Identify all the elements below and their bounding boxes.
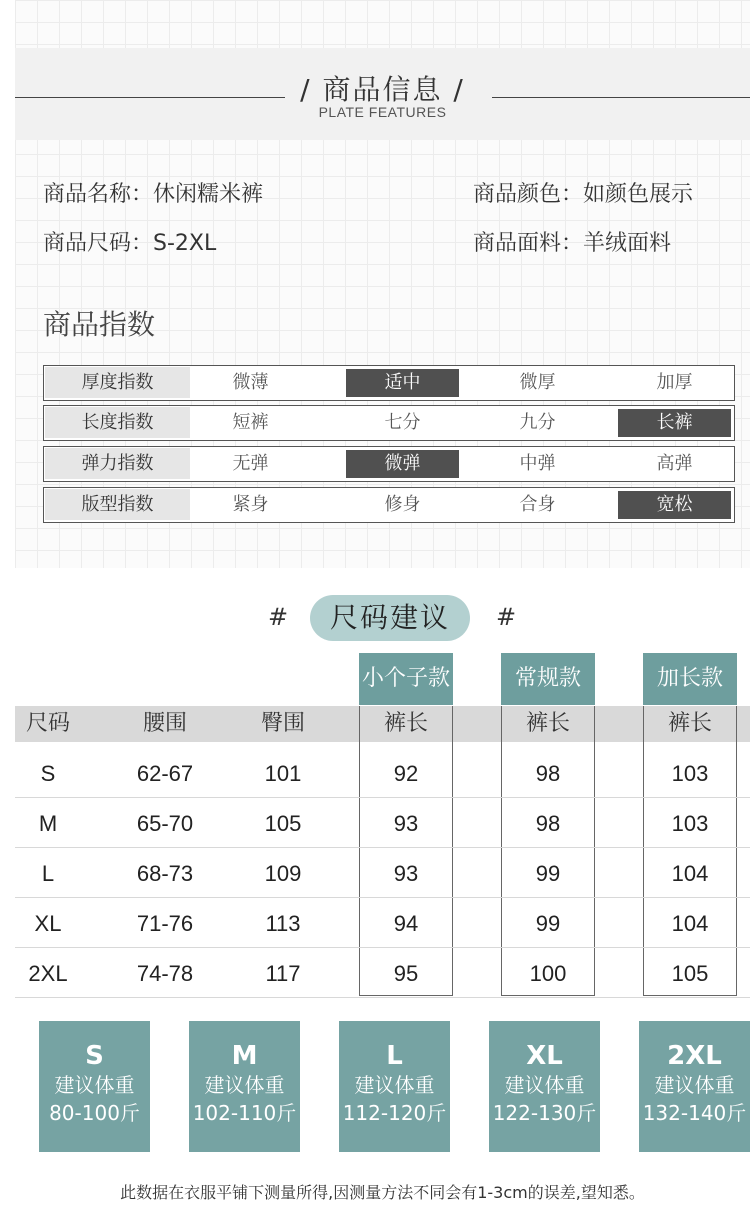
index-option: 无弹	[232, 453, 269, 474]
table-cell: 98	[535, 811, 561, 836]
index-label: 版型指数	[45, 489, 190, 520]
weight-card	[339, 1021, 450, 1152]
weight-card	[189, 1021, 300, 1152]
column-header: 裤长	[383, 711, 428, 736]
weight-card	[489, 1021, 600, 1152]
weight-card-range: 112-120斤	[342, 1101, 447, 1125]
table-cell: 113	[265, 911, 301, 936]
column-header: 尺码	[25, 711, 70, 736]
index-option: 合身	[519, 494, 556, 515]
index-option: 九分	[519, 412, 556, 433]
column-header: 臀围	[260, 711, 305, 736]
index-option: 高弹	[656, 453, 693, 474]
index-option: 微薄	[232, 372, 269, 393]
group-header: 加长款	[643, 653, 737, 705]
table-cell: 104	[671, 861, 709, 886]
table-cell: 100	[529, 961, 567, 986]
index-option-selected: 适中	[346, 369, 459, 397]
column-header: 裤长	[667, 711, 712, 736]
table-cell: 105	[264, 811, 302, 836]
index-label: 厚度指数	[45, 367, 190, 398]
weight-card-label: 建议体重	[504, 1073, 585, 1097]
weight-card-range: 122-130斤	[492, 1101, 597, 1125]
index-label: 长度指数	[45, 407, 190, 438]
table-cell: 101	[264, 761, 302, 786]
table-cell: 93	[393, 811, 419, 836]
table-cell: 103	[671, 811, 709, 836]
weight-card-size: M	[231, 1041, 258, 1071]
index-row	[43, 365, 735, 401]
section-title: / 商品信息 /	[300, 73, 465, 106]
table-cell: 117	[265, 961, 301, 986]
weight-card-label: 建议体重	[204, 1073, 285, 1097]
weight-card-label: 建议体重	[54, 1073, 135, 1097]
table-cell: 94	[393, 911, 419, 936]
group-header: 小个子款	[359, 653, 453, 705]
table-cell: L	[41, 861, 55, 886]
index-option-selected: 长裤	[618, 409, 731, 437]
table-cell: 62-67	[136, 761, 194, 786]
index-option: 加厚	[656, 372, 693, 393]
product-name: 商品名称：休闲糯米裤	[43, 182, 264, 207]
product-fabric: 商品面料：羊绒面料	[473, 231, 672, 256]
table-cell: 109	[264, 861, 302, 886]
weight-card-range: 132-140斤	[642, 1101, 747, 1125]
product-color: 商品颜色：如颜色展示	[473, 182, 694, 207]
index-option: 七分	[384, 412, 421, 433]
index-option: 中弹	[519, 453, 556, 474]
index-row	[43, 405, 735, 441]
section-subtitle: PLATE FEATURES	[318, 104, 447, 120]
index-option: 短裤	[232, 412, 269, 433]
table-cell: 99	[535, 861, 561, 886]
group-header: 常规款	[501, 653, 595, 705]
index-row	[43, 487, 735, 523]
table-cell: 103	[671, 761, 709, 786]
table-cell: 92	[393, 761, 419, 786]
weight-card	[639, 1021, 750, 1152]
measurement-note: 此数据在衣服平铺下测量所得,因测量方法不同会有1-3cm的误差,望知悉。	[120, 1183, 645, 1202]
weight-card-range: 80-100斤	[49, 1101, 140, 1125]
index-title: 商品指数	[43, 308, 156, 341]
index-option-selected: 微弹	[346, 450, 459, 478]
table-cell: 65-70	[136, 811, 194, 836]
table-cell: XL	[34, 911, 62, 936]
index-label: 弹力指数	[45, 448, 190, 479]
column-header: 裤长	[525, 711, 570, 736]
index-option: 修身	[384, 494, 421, 515]
index-option: 紧身	[232, 494, 269, 515]
table-cell: 71-76	[136, 911, 194, 936]
table-cell: 68-73	[136, 861, 194, 886]
product-size: 商品尺码：S-2XL	[43, 231, 217, 256]
weight-card-label: 建议体重	[354, 1073, 435, 1097]
table-cell: 95	[393, 961, 419, 986]
table-cell: 105	[671, 961, 709, 986]
table-cell: 104	[671, 911, 709, 936]
weight-card-size: 2XL	[667, 1041, 722, 1071]
hash-left: #	[268, 603, 289, 631]
hash-right: #	[496, 603, 517, 631]
weight-card-size: L	[386, 1041, 403, 1071]
table-cell: 98	[535, 761, 561, 786]
index-option-selected: 宽松	[618, 491, 731, 519]
weight-card-range: 102-110斤	[192, 1101, 297, 1125]
table-cell: S	[40, 761, 56, 786]
table-cell: 2XL	[28, 961, 68, 986]
table-cell: M	[38, 811, 58, 836]
table-cell: 93	[393, 861, 419, 886]
weight-card-label: 建议体重	[654, 1073, 735, 1097]
table-cell: 99	[535, 911, 561, 936]
table-cell: 74-78	[136, 961, 194, 986]
column-header: 腰围	[142, 711, 187, 736]
size-table-title: 尺码建议	[310, 595, 470, 641]
weight-card-size: S	[85, 1041, 104, 1071]
weight-card-size: XL	[526, 1041, 563, 1071]
index-option: 微厚	[519, 372, 556, 393]
index-row	[43, 446, 735, 482]
weight-card	[39, 1021, 150, 1152]
